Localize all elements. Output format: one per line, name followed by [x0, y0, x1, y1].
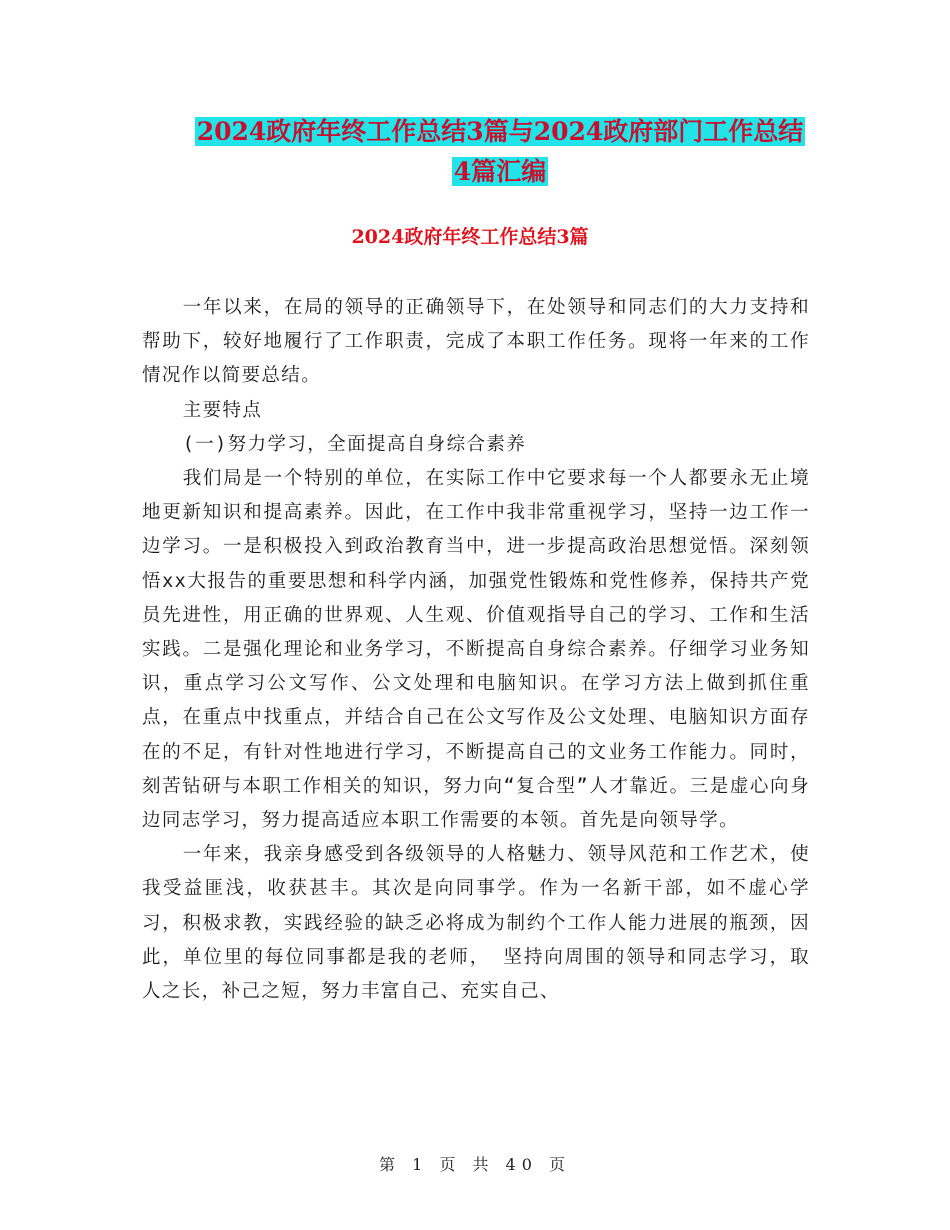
document-title-line2: 4篇汇编 [453, 157, 547, 186]
paragraph-study-detail: 我们局是一个特别的单位，在实际工作中它要求每一个人都要永无止境地更新知识和提高素养。因此，在工作中我非常重视学习，坚持一边工作一边学习。一是积极投入到政治教育当中，进一步提高政治思想觉悟。深刻领悟xx大报告的重要思想和科学内涵，加强党性锻炼和党性修养，保持共产党员先进性，用正确的世界观、人生观、价值观指导自己的学习、工作和生活实践。二是强化理论和业务学习，不断提高自身综合素养。仔细学习业务知识，重点学习公文写作、公文处理和电脑知识。在学习方法上做到抓住重点，在重点中找重点，并结合自己在公文写作及公文处理、电脑知识方面存在的不足，有针对性地进行学习，不断提高自己的文业务工作能力。同时，刻苦钻研与本职工作相关的知识，努力向“复合型”人才靠近。三是虚心向身边同志学习，努力提高适应本职工作需要的本领。首先是向领导学。 [142, 468, 810, 832]
document-title-line1: 2024政府年终工作总结3篇与2024政府部门工作总结 [196, 117, 804, 146]
paragraph-heading-features: 主要特点 [182, 399, 263, 421]
page-footer: 第 1 页 共 40 页 [379, 1155, 571, 1174]
section-title: 2024政府年终工作总结3篇 [351, 226, 589, 248]
paragraph-subheading-study: (一)努力学习，全面提高自身综合素养 [182, 433, 527, 455]
document-body [142, 291, 810, 1009]
paragraph-intro: 一年以来，在局的领导的正确领导下，在处领导和同志们的大力支持和帮助下，较好地履行了工作职责，完成了本职工作任务。现将一年来的工作情况作以简要总结。 [142, 297, 810, 387]
document-title [140, 112, 860, 192]
paragraph-year-review: 一年来，我亲身感受到各级领导的人格魅力、领导风范和工作艺术，使我受益匪浅，收获甚丰。其次是向同事学。作为一名新干部，如不虚心学习，积极求教，实践经验的缺乏必将成为制约个工作人能力进展的瓶颈，因此，单位里的每位同事都是我的老师， 坚持向周围的领导和同志学习，取人之长，补己之短，努力丰富自己、充实自己、 [142, 844, 810, 1003]
